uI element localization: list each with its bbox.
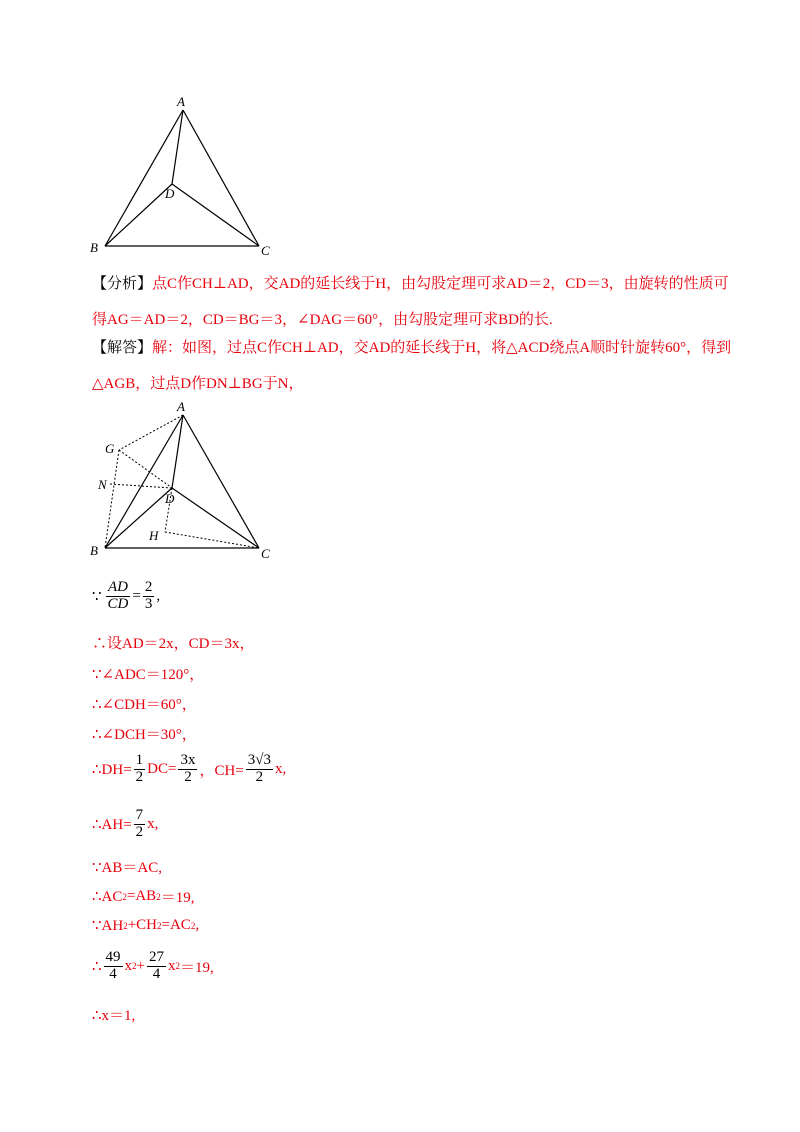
fraction-half [134,753,146,786]
fraction-7-over-2 [134,808,146,841]
fraction-3root3-over-2 [246,753,273,786]
equals-sign: = [132,587,141,604]
fraction-numerator: 1 [135,752,144,768]
fraction-49-over-4 [104,950,123,983]
step-text: + [136,957,146,974]
step-text: ＝19, [180,959,214,976]
fraction-denominator: 4 [152,965,161,982]
step-text: x, [275,760,287,777]
step-text: ∴AH= [92,816,132,833]
fraction-numerator: 2 [144,579,153,595]
fraction-denominator: 2 [184,768,192,785]
solution-tag: 【解答】 [92,340,153,356]
label-c: C [261,243,270,258]
label-h: H [149,528,159,543]
fraction-numerator: 3x [180,752,196,768]
fraction-ad-cd [106,580,131,613]
step-angle-dch [92,723,197,744]
step-text: +CH [127,917,158,933]
step-text: x [168,957,176,974]
step-text: ∵AH [92,918,124,934]
analysis-tag: 【分析】 [92,276,153,292]
label-g: G [105,441,115,456]
fraction-denominator: 3 [144,595,153,612]
fraction-numerator: 27 [149,949,165,965]
step-text: x, [147,815,159,832]
step-angle-cdh [92,693,197,714]
fraction-3x-over-2 [178,753,197,786]
step-text: ∴ [92,958,102,975]
step-let [92,632,255,653]
solution-intro: 解：如图，过点C作CH⊥AD，交AD的延长线于H，将△ACD绕点A顺时针旋转60°，得到△AGB，过点D作DN⊥BG于N， [92,340,732,392]
step-text: ∴∠CDH＝60°， [92,697,197,713]
fraction-two-thirds [143,580,155,613]
solution-paragraph [92,330,732,402]
step-ratio [92,580,160,613]
step-text: =AC [161,917,191,933]
step-ah [92,808,158,841]
fraction-numerator: 3√3 [247,752,272,768]
step-text: ∴x＝1, [92,1008,136,1024]
step-angle-adc [92,663,204,684]
label-b2: B [90,543,98,558]
step-text: ∵AB＝AC, [92,860,162,876]
step-ab-ac [92,856,162,877]
step-text: ∴AC [92,889,123,905]
step-equation: ∴ $\frac{49}{4}$ x 2 + $\frac{27}{4}$ x 2 ＝19, [92,949,214,982]
label-b: B [90,240,98,255]
fraction-denominator: CD [107,595,129,612]
fraction-numerator: AD [107,579,128,595]
step-text: ＝19, [160,890,195,906]
figure-triangle-abc [85,90,285,260]
fraction-numerator: 49 [105,949,121,965]
step-text: ∴DH= [92,761,132,778]
because-symbol: ∵ [92,588,102,605]
fraction-denominator: 4 [109,965,117,982]
step-text: DC= [147,760,177,777]
step-text: ，CH= [199,762,244,779]
step-pythagoras: ∵AH 2 +CH 2 =AC 2 , [92,917,200,934]
punctuation: , [156,587,161,604]
fraction-numerator: 7 [135,807,144,823]
fraction-denominator: 2 [135,768,144,785]
label-d2: D [165,491,175,506]
step-text: ∴设AD＝2x，CD＝3x， [92,636,255,652]
fraction-denominator: 2 [135,823,144,840]
label-d: D [165,186,175,201]
label-c2: C [261,546,270,561]
figure-rotation-construction [85,395,285,565]
step-ac-squared: ∴AC 2 =AB 2 ＝19, [92,888,195,906]
analysis-paragraph [92,266,732,338]
step-text: , [195,917,200,933]
step-x-value [92,1004,135,1025]
label-n: N [98,477,107,492]
fraction-27-over-4 [147,950,166,983]
step-text: ∵∠ADC＝120°， [92,667,205,683]
step-text: x [124,957,133,974]
analysis-text: 点C作CH⊥AD，交AD的延长线于H，由勾股定理可求AD＝2，CD＝3，由旋转的性质可得AG＝AD＝2，CD＝BG＝3，∠DAG＝60°，由勾股定理可求BD的长. [92,276,729,328]
step-text: ∴∠DCH＝30°， [92,727,197,743]
label-a2: A [177,399,185,414]
step-text: =AB [126,888,157,904]
fraction-denominator: 2 [255,768,264,785]
label-a: A [177,94,185,109]
step-dh-ch [92,753,286,786]
